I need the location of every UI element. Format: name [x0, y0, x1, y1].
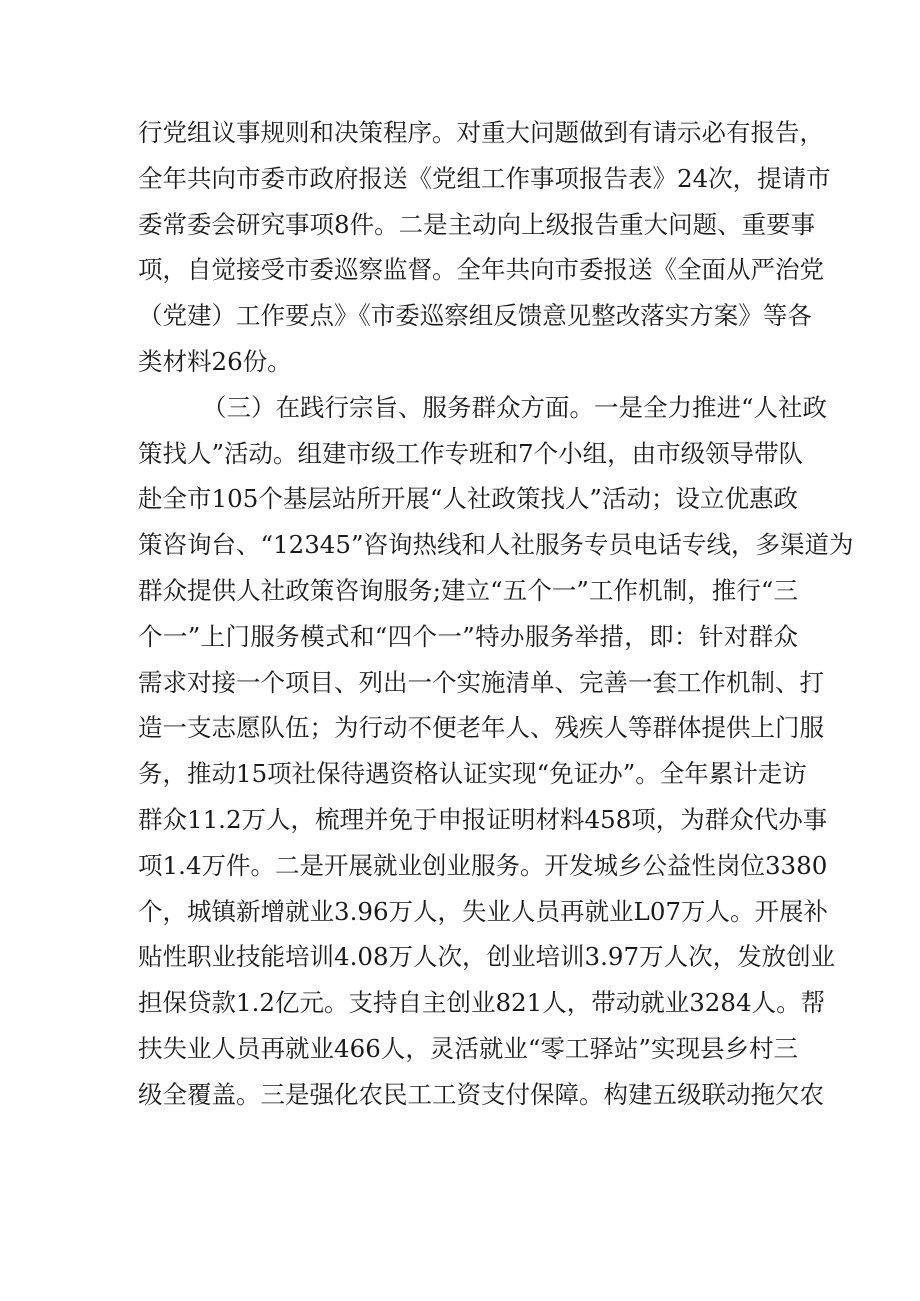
- text-line: 需求对接一个项目、列出一个实施清单、完善一套工作机制、打: [138, 667, 824, 697]
- text-line: 担保贷款1.2亿元。支持自主创业821人，带动就业3284人。帮: [138, 988, 826, 1018]
- text-line: 项1.4万件。二是开展就业创业服务。开发城乡公益性岗位3380: [138, 850, 828, 880]
- text-line: 群众提供人社政策咨询服务;建立“五个一”工作机制，推行“三: [138, 575, 798, 605]
- text-line: 造一支志愿队伍；为行动不便老年人、残疾人等群体提供上门服: [138, 713, 824, 743]
- text-line: 群众11.2万人，梳理并免于申报证明材料458项，为群众代办事: [138, 804, 828, 834]
- text-line: 级全覆盖。三是强化农民工工资支付保障。构建五级联动拖欠农: [138, 1079, 824, 1109]
- text-line: （党建）工作要点》《市委巡察组反馈意见整改落实方案》等各: [138, 301, 812, 331]
- text-line: 赴全市105个基层站所开展“人社政策找人”活动；设立优惠政: [138, 484, 798, 514]
- text-line: 委常委会研究事项8件。二是主动向上级报告重大问题、重要事: [138, 209, 816, 239]
- text-line: 行党组议事规则和决策程序。对重大问题做到有请示必有报告，: [138, 118, 824, 147]
- section-heading-line: （三）在践行宗旨、服务群众方面。一是全力推进“人社政: [202, 392, 828, 422]
- text-line: 策咨询台、“12345”咨询热线和人社服务专员电话专线，多渠道为: [138, 530, 854, 560]
- text-line: 个，城镇新增就业3.96万人，失业人员再就业L07万人。开展补: [138, 896, 828, 926]
- text-line: 全年共向市委市政府报送《党组工作事项报告表》24次，提请市: [138, 163, 831, 193]
- text-line: 个一”上门服务模式和“四个一”特办服务举措，即：针对群众: [138, 621, 798, 651]
- text-line: 类材料26份。: [138, 346, 292, 376]
- text-line: 务，推动15项社保待遇资格认证实现“免证办”。全年累计走访: [138, 759, 807, 789]
- text-line: 扶失业人员再就业466人，灵活就业“零工驿站”实现县乡村三: [138, 1033, 798, 1063]
- text-line: 贴性职业技能培训4.08万人次，创业培训3.97万人次，发放创业: [138, 942, 836, 972]
- text-line: 项，自觉接受市委巡察监督。全年共向市委报送《全面从严治党: [138, 255, 824, 285]
- body-text: [138, 110, 854, 1118]
- text-line: 策找人”活动。组建市级工作专班和7个小组，由市级领导带队: [138, 438, 804, 468]
